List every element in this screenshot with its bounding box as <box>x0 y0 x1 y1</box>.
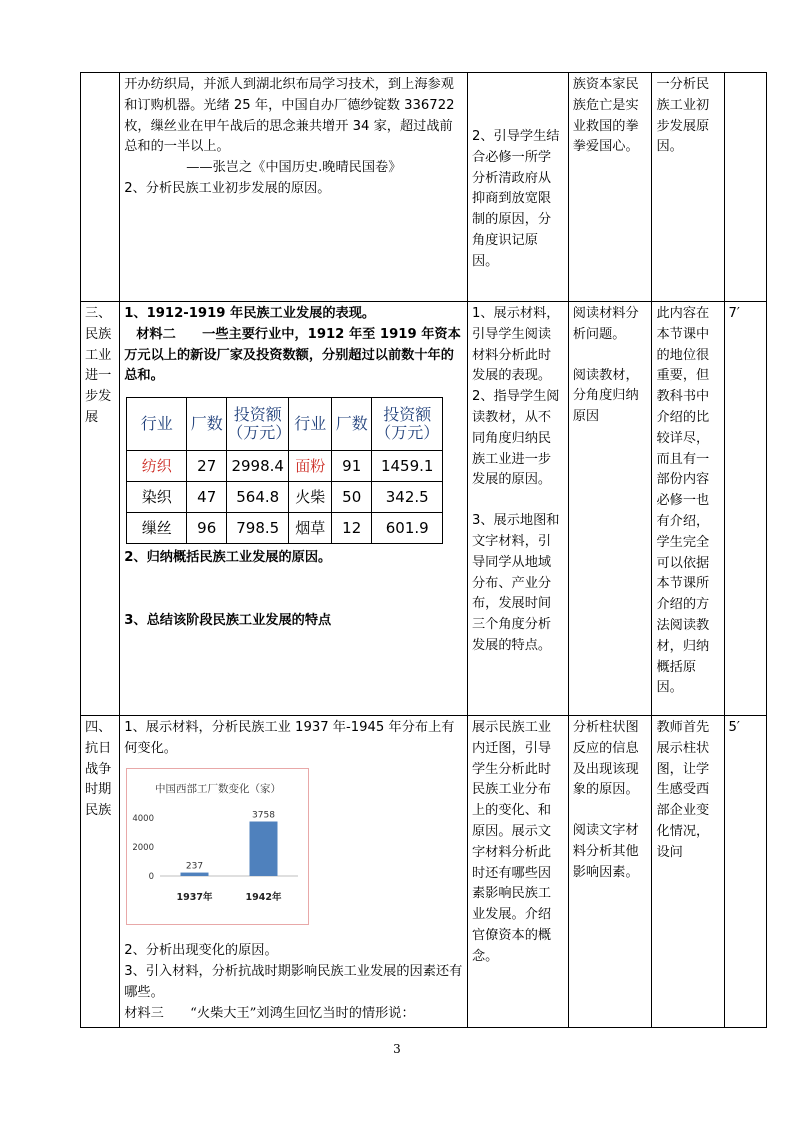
question-text: 2、分析出现变化的原因。 <box>124 943 278 959</box>
stage-cell <box>81 716 120 1028</box>
industry-cell: 染织 <box>127 482 187 513</box>
industry-data-table <box>126 397 443 544</box>
industry-cell: 面粉 <box>289 451 332 482</box>
page-number: 3 <box>393 1042 401 1056</box>
teacher-activity-text: 展示民族工业内迁图，引导学生分析此时民族工业分布上的变化、和原因。展示文字材料分析此时还有哪些因素影响民族工业发展。介绍官僚资本的概念。 <box>471 720 552 964</box>
student-activity-text: 分析柱状图反应的信息及出现该现象的原因。 <box>572 720 639 798</box>
question-text: 1、展示材料，分析民族工业 1937 年-1945 年分布上有何变化。 <box>124 720 455 756</box>
investment-cell: 564.8 <box>227 482 289 513</box>
data-label: 237 <box>186 861 204 872</box>
teacher-activity-text: 1、展示材料，引导学生阅读材料分析此时发展的表现。 <box>471 306 560 384</box>
stage-cell <box>81 73 120 302</box>
content-cell <box>120 73 468 302</box>
design-intent-text: 教师首先展示柱状图，让学生感受西部企业变化情况，设问 <box>656 720 710 860</box>
question-text: 2、分析民族工业初步发展的原因。 <box>124 180 331 196</box>
teacher-activity-text: 2、引导学生结合必修一所学分析清政府从抑商到放宽限制的原因，分角度识记原因。 <box>471 129 560 269</box>
investment-cell: 798.5 <box>227 513 289 544</box>
industry-cell: 缫丝 <box>127 513 187 544</box>
design-intent-cell <box>652 73 724 302</box>
x-tick-label: 1942年 <box>245 891 282 903</box>
material-text: 材料二 一些主要行业中，1912 年至 1919 年资本万元以上的新设厂家及投资数额，分别超过以前数十年的总和。 <box>124 326 461 384</box>
count-cell: 91 <box>332 451 372 482</box>
student-activity-text: 族资本家民族危亡是实业救国的拳拳爱国心。 <box>572 77 639 155</box>
header-cell: 投资额（万元） <box>227 398 289 451</box>
table-row <box>81 716 767 1028</box>
teacher-activity-text: 3、展示地图和文字材料，引导同学从地域分布、产业分布，发展时间三个角度分析发展的特点。 <box>471 513 560 653</box>
header-cell: 厂数 <box>332 398 372 451</box>
student-activity-cell <box>568 716 652 1028</box>
x-tick-label: 1937年 <box>176 891 213 903</box>
design-intent-cell <box>652 302 724 716</box>
table-row <box>127 513 443 544</box>
data-label: 3758 <box>252 810 276 821</box>
header-cell: 投资额（万元） <box>372 398 443 451</box>
source-citation: ——张岂之《中国历史.晚晴民国卷》 <box>186 160 402 176</box>
investment-cell: 601.9 <box>372 513 443 544</box>
stage-title: 三、民族工业进一步发展 <box>85 306 112 425</box>
teacher-activity-cell <box>467 73 568 302</box>
student-activity-text: 阅读材料分析问题。 <box>572 306 639 342</box>
table-row <box>127 482 443 513</box>
industry-cell: 纺织 <box>127 451 187 482</box>
content-cell <box>120 302 468 716</box>
teacher-activity-text: 2、指导学生阅读教材，从不同角度归纳民族工业进一步发展的原因。 <box>471 389 560 488</box>
question-text: 3、总结该阶段民族工业发展的特点 <box>124 612 332 628</box>
count-cell: 96 <box>187 513 227 544</box>
time-text: 7′ <box>728 306 740 321</box>
lesson-plan-table <box>80 72 767 1028</box>
investment-cell: 2998.4 <box>227 451 289 482</box>
count-cell: 12 <box>332 513 372 544</box>
chart-container <box>126 768 463 934</box>
time-cell <box>724 302 766 716</box>
material-text: 材料三 “火柴大王”刘鸿生回忆当时的情形说： <box>124 1005 415 1021</box>
factory-bar-chart <box>126 768 310 926</box>
time-text: 5′ <box>728 720 740 735</box>
design-intent-cell <box>652 716 724 1028</box>
student-activity-text: 阅读教材，分角度归纳原因 <box>572 367 639 425</box>
teacher-activity-cell <box>467 716 568 1028</box>
question-text: 3、引入材料，分析抗战时期影响民族工业发展的因素还有哪些。 <box>124 964 463 1000</box>
header-cell: 行业 <box>127 398 187 451</box>
stage-cell <box>81 302 120 716</box>
time-cell <box>724 73 766 302</box>
count-cell: 50 <box>332 482 372 513</box>
time-cell <box>724 716 766 1028</box>
y-tick-label: 4000 <box>132 813 155 824</box>
industry-cell: 火柴 <box>289 482 332 513</box>
header-cell: 行业 <box>289 398 332 451</box>
design-intent-text: 此内容在本节课中的地位很重要，但教科书中介绍的比较详尽，而且有一部份内容必修一也有介绍，学生完全可以依据本节课所介绍的方法阅读教材，归纳概括原因。 <box>656 306 710 696</box>
content-cell <box>120 716 468 1028</box>
investment-cell: 342.5 <box>372 482 443 513</box>
table-row <box>127 451 443 482</box>
bar <box>181 872 209 875</box>
question-text: 2、归纳概括民族工业发展的原因。 <box>124 550 332 566</box>
count-cell: 27 <box>187 451 227 482</box>
student-activity-cell <box>568 302 652 716</box>
student-activity-text: 阅读文字材料分析其他影响因素。 <box>572 823 639 880</box>
bar <box>250 821 278 875</box>
stage-title: 四、抗日战争时期民族 <box>85 720 112 819</box>
table-row <box>81 73 767 302</box>
header-cell: 厂数 <box>187 398 227 451</box>
question-text: 1、1912-1919 年民族工业发展的表现。 <box>124 306 376 321</box>
y-tick-label: 0 <box>148 871 155 882</box>
teacher-activity-cell <box>467 302 568 716</box>
student-activity-cell <box>568 73 652 302</box>
industry-cell: 烟草 <box>289 513 332 544</box>
count-cell: 47 <box>187 482 227 513</box>
y-tick-label: 2000 <box>132 842 155 853</box>
table-header-row <box>127 398 443 451</box>
design-intent-text: 一分析民族工业初步发展原因。 <box>656 77 710 155</box>
table-row <box>81 302 767 716</box>
investment-cell: 1459.1 <box>372 451 443 482</box>
chart-title: 中国西部工厂数变化（家） <box>155 782 282 795</box>
material-text: 开办纺织局，并派人到湖北织布局学习技术，到上海参观和订购机器。光绪 25 年，中国自办厂德纱锭数 336722 枚，缫丝业在甲午战后的思念兼共增开 34 家，超过战前总和的一半以上。 <box>124 77 455 155</box>
